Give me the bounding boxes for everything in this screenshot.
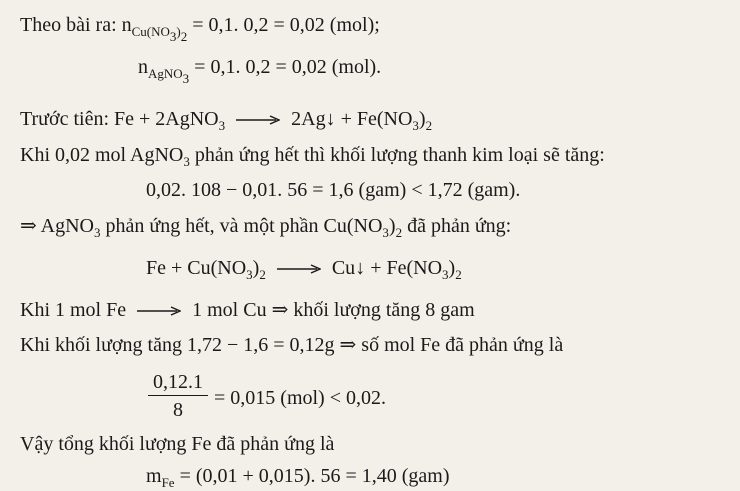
text: Cu xyxy=(331,257,356,279)
reaction-arrow-icon xyxy=(277,264,321,274)
text: Khi 1 mol Fe xyxy=(20,299,127,321)
line-total-fe xyxy=(20,432,334,456)
line-fe-to-cu xyxy=(20,298,475,322)
subscript: 3 xyxy=(169,29,177,44)
text: 0,02. 108 − 0,01. 56 = 1,6 (gam) < 1,72 (gam). xyxy=(146,179,521,201)
line-when-agno3-reacts xyxy=(20,143,605,167)
subscript: 3 xyxy=(93,225,101,240)
text: m xyxy=(146,465,162,487)
subscript: 2 xyxy=(455,267,462,282)
text: ) xyxy=(448,257,456,279)
text: ↓ + Fe(NO xyxy=(325,108,413,130)
line-final-mass xyxy=(146,464,449,488)
text: Vậy tổng khối lượng Fe đã phản ứng là xyxy=(20,433,335,455)
line-reaction-2 xyxy=(146,256,462,280)
subscript: 3 xyxy=(382,225,389,240)
text: ) xyxy=(252,257,260,279)
text: Khi 0,02 mol AgNO xyxy=(20,144,184,166)
reaction-arrow-icon xyxy=(137,306,181,316)
text: Fe + Cu(NO xyxy=(146,257,247,279)
subscript: 2 xyxy=(180,29,188,44)
text: 2Ag xyxy=(291,108,326,130)
subscript: 3 xyxy=(182,71,190,86)
line-mass-calc xyxy=(146,178,520,202)
text: phản ứng hết, và một phần Cu(NO xyxy=(100,215,383,237)
subscript: 3 xyxy=(246,267,253,282)
text: đã phản ứng: xyxy=(402,215,512,237)
subscript: 3 xyxy=(183,154,190,169)
subscript: 3 xyxy=(412,118,419,133)
fraction-numerator: 0,12.1 xyxy=(153,371,203,393)
line-reaction-1 xyxy=(20,107,432,131)
subscript: 2 xyxy=(425,118,433,133)
text: Theo bài ra: n xyxy=(20,14,132,36)
subscript: 2 xyxy=(259,267,266,282)
subscript: 3 xyxy=(442,267,449,282)
subscript: AgNO xyxy=(148,66,183,81)
text: ) xyxy=(388,215,396,237)
subscript: ) xyxy=(176,24,181,39)
text: = 0,1. 0,2 = 0,02 (mol). xyxy=(189,56,382,78)
fraction-denominator: 8 xyxy=(173,399,183,421)
subscript: 3 xyxy=(218,118,226,133)
text: Trước tiên: Fe + 2AgNO xyxy=(20,108,219,130)
text: ⇒ AgNO xyxy=(20,215,94,237)
subscript: Fe xyxy=(161,475,175,490)
text: = (0,01 + 0,015). 56 = 1,40 (gam) xyxy=(174,465,450,487)
text: = 0,015 (mol) < 0,02. xyxy=(214,387,386,409)
subscript: Cu(NO xyxy=(131,24,170,39)
fraction xyxy=(148,370,208,422)
text: 1 mol Cu ⇒ khối lượng tăng 8 gam xyxy=(192,299,475,321)
text: phản ứng hết thì khối lượng thanh kim loại sẽ tăng: xyxy=(189,144,605,166)
text: ↓ + Fe(NO xyxy=(355,257,443,279)
text: Khi khối lượng tăng 1,72 − 1,6 = 0,12g ⇒ số mol Fe đã phản ứng là xyxy=(20,334,564,356)
subscript: 2 xyxy=(395,225,403,240)
line-fraction-result xyxy=(214,386,386,410)
line-mass-increase xyxy=(20,333,563,357)
text: = 0,1. 0,2 = 0,02 (mol); xyxy=(187,14,380,36)
reaction-arrow-icon xyxy=(236,115,280,125)
text: ) xyxy=(418,108,426,130)
line-given-cu-nitrate xyxy=(20,13,380,44)
line-conclusion-1 xyxy=(20,214,511,238)
text: n xyxy=(138,56,148,78)
fraction-bar xyxy=(148,395,208,396)
line-given-ag-nitrate xyxy=(138,55,382,86)
